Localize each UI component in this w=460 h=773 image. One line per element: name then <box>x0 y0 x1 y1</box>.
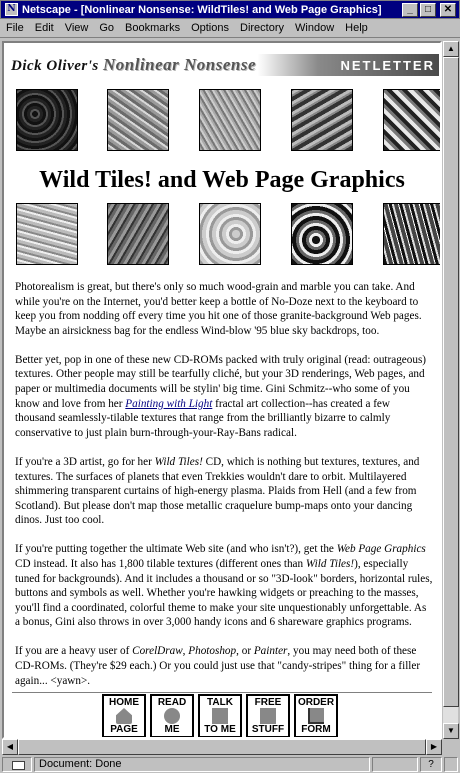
nav-button-label: FORM <box>301 724 331 735</box>
paragraph-text: , <box>182 645 189 658</box>
banner-author: Dick Oliver's <box>11 58 99 74</box>
paragraph <box>15 455 433 528</box>
horizontal-scroll-thumb[interactable] <box>18 739 426 755</box>
status-bar <box>0 756 460 773</box>
title-bar <box>0 0 460 19</box>
menu-options[interactable]: Options <box>191 22 229 34</box>
product-name: Wild Tiles! <box>154 455 203 468</box>
home-icon <box>116 708 132 724</box>
texture-tile <box>383 89 442 151</box>
netletter-banner <box>7 54 439 76</box>
paragraph <box>15 280 433 338</box>
page-title: Wild Tiles! and Web Page Graphics <box>39 167 405 193</box>
paragraph <box>15 353 433 441</box>
menu-edit[interactable]: Edit <box>34 22 54 34</box>
menu-file[interactable]: File <box>6 22 24 34</box>
paragraph-text: If you're a 3D artist, go for her <box>15 455 155 468</box>
texture-tile <box>199 203 261 265</box>
order-form-button[interactable] <box>294 694 338 738</box>
nav-button-label: ORDER <box>297 697 335 708</box>
menu-help[interactable]: Help <box>345 22 368 34</box>
texture-tile <box>107 89 169 151</box>
maximize-button[interactable]: □ <box>420 3 436 17</box>
status-text: Document: Done <box>34 757 370 772</box>
horizontal-scrollbar[interactable] <box>2 739 442 755</box>
scroll-left-arrow-icon[interactable]: ◀ <box>2 739 18 755</box>
paragraph-text: Photorealism is great, but there's only so much wood-grain and marble you can take. And while you're on the Internet, you'd better keep a bottle of No-Doze next to the keyboard to keep you from nodding off every time you hit one of those granite-background Web pages. Maybe an airsickness bag for the endless Wind-blow '95 blue sky backdrops, too. <box>15 281 422 337</box>
mail-icon <box>212 708 228 724</box>
nav-button-label: FREE <box>254 697 282 708</box>
window-title: Netscape - [Nonlinear Nonsense: WildTiles! and Web Page Graphics] <box>22 3 382 16</box>
menu-directory[interactable]: Directory <box>240 22 285 34</box>
texture-tile <box>291 203 353 265</box>
nav-button-label: STUFF <box>251 724 285 735</box>
nav-button-label: READ <box>157 697 187 708</box>
banner-label: NETLETTER <box>340 57 435 73</box>
tile-row-top <box>4 89 440 151</box>
paragraph-text: ), especially tuned for backgrounds). And it includes a thousand or so "3D-look" borders, horizontal rules, buttons and symbols as well. Whether you're hawking widgets or preaching to the masses, you'll find a coordinated, colorful theme to make your site unquestionably unforgettable. As a bonus, Gini also throws in over 3,000 handy icons and 6 shareware graphics programs. <box>15 558 433 629</box>
home-page-button[interactable] <box>102 694 146 738</box>
paragraph-text: If you are a heavy user of <box>15 645 133 658</box>
close-button[interactable]: ✕ <box>440 3 456 17</box>
question-icon <box>164 708 180 724</box>
window-controls <box>402 3 456 17</box>
page-content <box>2 41 442 739</box>
nav-button-label: PAGE <box>110 724 138 735</box>
resize-grip-icon[interactable] <box>444 757 458 772</box>
security-key-icon <box>2 757 32 772</box>
vertical-scrollbar[interactable] <box>442 41 458 739</box>
product-name: Photoshop <box>188 645 237 658</box>
product-name: Web Page Graphics <box>336 543 426 556</box>
gift-icon <box>260 708 276 724</box>
progress-indicator <box>372 757 418 772</box>
paragraph <box>15 542 433 630</box>
product-name: CorelDraw <box>132 645 183 658</box>
paragraph-text: If you're putting together the ultimate Web site (and who isn't?), get the <box>15 543 337 556</box>
texture-tile <box>16 89 78 151</box>
scroll-down-arrow-icon[interactable]: ▼ <box>443 723 459 739</box>
texture-tile <box>199 89 261 151</box>
paragraph-text: Better yet, pop in one of these new CD-ROMs packed with truly original (read: outrageous) textures. Other people may still be tearfully cliché, but your 3D renderings, Web pages, and paper or multimedia documents will be stylin' big time. Gini Schmitz--who some of you know and love from her <box>15 353 427 410</box>
menu-bar <box>0 19 460 38</box>
nav-button-label: TALK <box>207 697 233 708</box>
paragraph-text: , you may need both of these CD-ROMs. (They're $29 each.) Or you could just use that "candy-stripes" thing for a filler again... <yawn>. <box>15 645 421 687</box>
banner-title <box>7 55 256 75</box>
paragraph-text: fractal art collection--has created a few thousand seamlessly-tilable textures that range from the brilliantly bizarre to calmly conservative to just plain burn-through-your-Ray-Bans radical. <box>15 397 391 439</box>
texture-tile <box>16 203 78 265</box>
tile-row-bottom <box>4 203 440 265</box>
menu-go[interactable]: Go <box>99 22 115 34</box>
paragraph-text: CD instead. It also has 1,800 tilable textures (different ones than <box>15 558 306 570</box>
nav-button-label: TO ME <box>204 724 236 735</box>
product-name: Painter <box>253 645 288 658</box>
banner-brand: Nonlinear Nonsense <box>102 55 257 74</box>
texture-tile <box>291 89 353 151</box>
netscape-icon[interactable]: N <box>5 3 18 16</box>
tree-icon <box>308 708 324 724</box>
menu-bookmarks[interactable]: Bookmarks <box>125 22 181 34</box>
paragraph-text: , or <box>236 645 254 658</box>
nav-button-label: ME <box>164 724 180 735</box>
scrollbar-corner <box>442 739 458 755</box>
texture-tile <box>107 203 169 265</box>
free-stuff-button[interactable] <box>246 694 290 738</box>
minimize-button[interactable]: _ <box>402 3 418 17</box>
paragraph-text: CD, which is nothing but textures, textures, and textures. The surfaces of planets that even Trekkies wouldn't dare to orbit. Multilayered shimmering transparent curtains of high-energy plasma. Plaids from Hell (and a few from Scotland). But please don't map those metallic craquelure bump-maps onto your dancing dinos. Just too cool. <box>15 455 420 527</box>
article-body <box>15 280 433 703</box>
vertical-scroll-thumb[interactable] <box>443 57 459 707</box>
painting-with-light-link[interactable]: Painting with Light <box>125 397 213 410</box>
talk-to-me-button[interactable] <box>198 694 242 738</box>
scroll-up-arrow-icon[interactable]: ▲ <box>443 41 459 57</box>
nav-button-bar <box>102 694 338 738</box>
product-name: Wild Tiles! <box>305 558 355 570</box>
menu-view[interactable]: View <box>64 22 89 34</box>
read-me-button[interactable] <box>150 694 194 738</box>
paragraph <box>15 644 433 688</box>
mail-status-icon[interactable]: ? <box>420 757 442 772</box>
texture-tile <box>383 203 442 265</box>
nav-button-label: HOME <box>109 697 139 708</box>
menu-window[interactable]: Window <box>295 22 335 34</box>
scroll-right-arrow-icon[interactable]: ▶ <box>426 739 442 755</box>
